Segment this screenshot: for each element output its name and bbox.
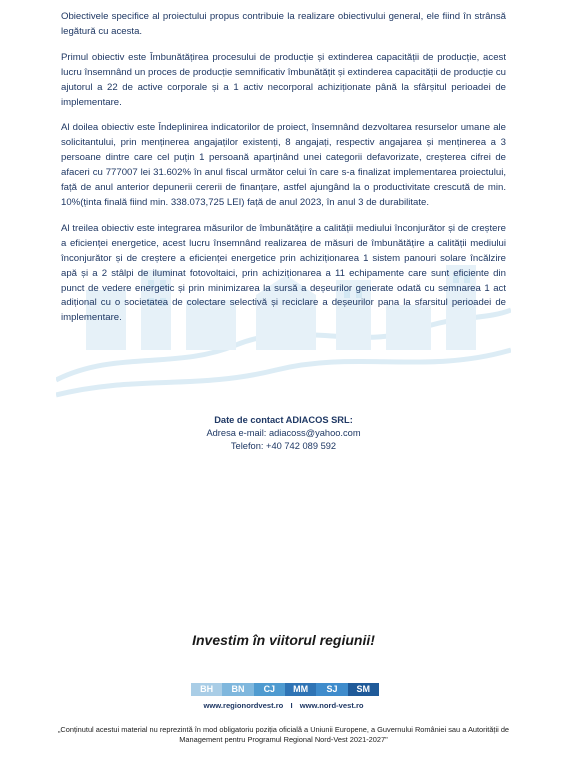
contact-block [0,414,567,453]
contact-email: Adresa e-mail: adiacoss@yahoo.com [206,428,361,438]
county-badge: SJ [316,683,347,696]
county-badge: MM [285,683,316,696]
county-badge: CJ [254,683,285,696]
website-link-regionordvest[interactable]: www.regionordvest.ro [203,701,284,710]
document-body [61,10,506,337]
county-badge: BN [222,683,253,696]
paragraph-intro: Obiectivele specifice al proiectului propus contribuie la realizare obiectivului general, ele fiind în strânsă legătură cu acesta. [61,11,506,37]
website-links [0,701,567,710]
website-link-nord-vest[interactable]: www.nord-vest.ro [299,701,364,710]
disclaimer: „Conținutul acestui material nu reprezintă în mod obligatoriu poziția oficială a Uniunii Europene, a Guvernului României sau a Autorității de Management pentru Programul Regional Nord-Vest 2021-2027" [57,725,510,744]
county-badge: SM [348,683,379,696]
paragraph-objective-3: Al treilea obiectiv este integrarea măsurilor de îmbunătățire a calității mediului înconjurător și de creștere a eficienței energetice, acest lucru însemnând realizarea de măsuri de îmbunătățire a calității mediului înconjurător și de creștere a eficienței energetice prin achiziționarea 1 sistem panouri solare încălzire apă și a 2 stâlpi de iluminat fotovoltaici, prin achiziționarea a 11 echipamente care sunt eficiente din punct de vedere energetic și prin minimizarea la sursă a deșeurilor generate odată cu semnarea 1 act adițional cu o societatea de colectare selectivă și reciclare a deșeurilor pana la sfarsitul perioadei de implementare. [61,222,506,324]
slogan: Investim în viitorul regiunii! [192,632,375,648]
contact-label: Date de contact ADIACOS SRL: [214,415,353,425]
county-strip [191,683,379,696]
paragraph-objective-2: Al doilea obiectiv este Îndeplinirea indicatorilor de proiect, însemnând dezvoltarea resurselor umane ale solicitantului, prin menținerea angajaților existenți, 8 angajați, respectiv angajarea și menținerea a 3 persoane dintre care cel puțin 1 persoană aparținând unei categorii defavorizate, creșterea cifrei de afaceri cu 777007 lei 31.602% în anul fiscal următor celui în care s-a finalizat implementarea proiectului, față de anul anterior depunerii cererii de finanțare, astfel ajungând la o productivitate crescută de min. 10%(ținta finală fiind min. 338.073,725 LEI) față de anul 2023, în anul 3 de durabilitate. [61,122,506,208]
contact-phone: Telefon: +40 742 089 592 [230,441,337,451]
paragraph-objective-1: Primul obiectiv este Îmbunătățirea procesului de producție și extinderea capacității de producție, acest lucru însemnând un proces de producție semnificativ îmbunătățit și extinderea capacității de producție cu ajutorul a 22 de active corporale și a 1 activ necorporal achiziționate până la sfârșitul perioadei de implementare. [61,51,506,108]
county-badge: BH [191,683,222,696]
link-separator: I [290,701,293,710]
